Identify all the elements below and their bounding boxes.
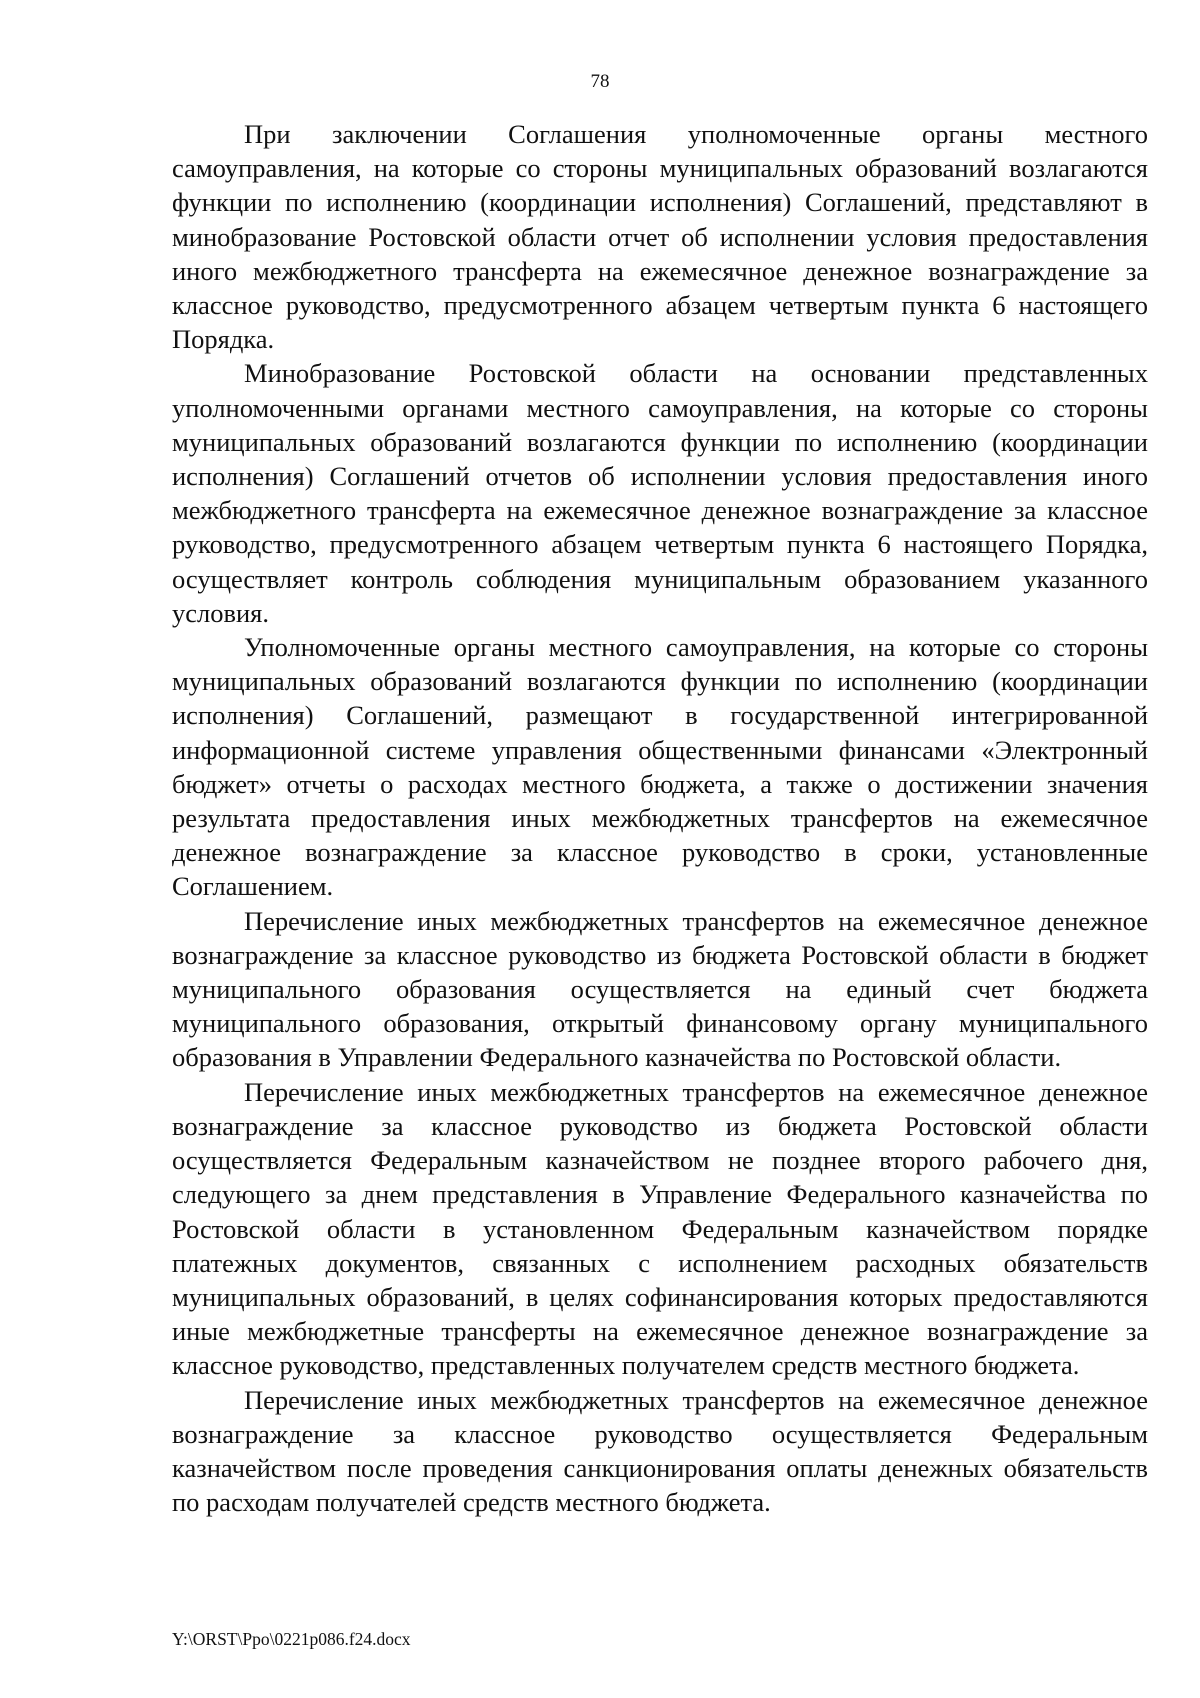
paragraph-electronic-budget-reports: Уполномоченные органы местного самоуправления, на которые со стороны муниципальных образований возлагаются функции по исполнению (координации исполнения) Соглашений, размещают в государственной интегрированной информационной системе управления общественными финансами «Электронный бюджет» отчеты о расходах местного бюджета, а также о достижении значения результата предоставления иных межбюджетных трансфертов на ежемесячное денежное вознаграждение за классное руководство в сроки, установленные Соглашением. — [172, 632, 1148, 902]
paragraph-transfer-to-single-account: Перечисление иных межбюджетных трансфертов на ежемесячное денежное вознаграждение за классное руководство из бюджета Ростовской области в бюджет муниципального образования осуществляется на единый счет бюджета муниципального образования, открытый финансовому органу муниципального образования в Управлении Федерального казначейства по Ростовской области. — [172, 905, 1148, 1073]
paragraph-agreement-report: При заключении Соглашения уполномоченные органы местного самоуправления, на которые со стороны муниципальных образований возлагаются функции по исполнению (координации исполнения) Соглашений, представляют в минобразование Ростовской области отчет об исполнении условия предоставления иного межбюджетного трансферта на ежемесячное денежное вознаграждение за классное руководство, предусмотренного абзацем четвертым пункта 6 настоящего Порядка. — [172, 119, 1148, 355]
paragraph-ministry-control: Минобразование Ростовской области на основании представленных уполномоченными органами местного самоуправления, на которые со стороны муниципальных образований возлагаются функции по исполнению (координации исполнения) Соглашений отчетов об исполнении условия предоставления иного межбюджетного трансферта на ежемесячное денежное вознаграждение за классное руководство, предусмотренного абзацем четвертым пункта 6 настоящего Порядка, осуществляет контроль соблюдения муниципальным образованием указанного условия. — [172, 358, 1148, 628]
footer-file-path: Y:\ORST\Ppo\0221p086.f24.docx — [172, 1629, 411, 1649]
paragraph-transfer-after-authorization: Перечисление иных межбюджетных трансфертов на ежемесячное денежное вознаграждение за классное руководство осуществляется Федеральным казначейством после проведения санкционирования оплаты денежных обязательств по расходам получателей средств местного бюджета. — [172, 1384, 1148, 1518]
document-body — [172, 117, 1148, 1519]
page-number: 78 — [590, 71, 610, 92]
paragraph-transfer-timing: Перечисление иных межбюджетных трансфертов на ежемесячное денежное вознаграждение за классное руководство из бюджета Ростовской области осуществляется Федеральным казначейством не позднее второго рабочего дня, следующего за днем представления в Управление Федерального казначейства по Ростовской области в установленном Федеральным казначейством порядке платежных документов, связанных с исполнением расходных обязательств муниципальных образований, в целях софинансирования которых предоставляются иные межбюджетные трансферты на ежемесячное денежное вознаграждение за классное руководство, представленных получателем средств местного бюджета. — [172, 1076, 1148, 1381]
